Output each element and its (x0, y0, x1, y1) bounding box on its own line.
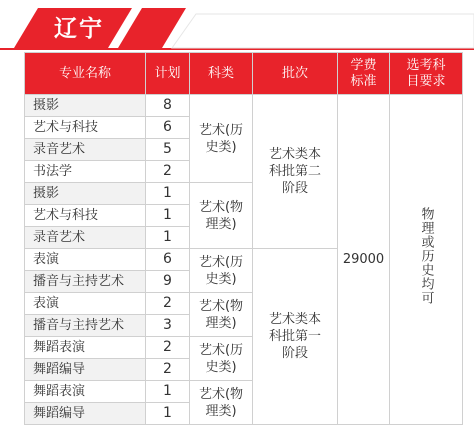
plan-count: 1 (146, 205, 190, 227)
major-name: 播音与主持艺术 (25, 271, 146, 293)
category-cell: 艺术(物理类) (190, 381, 253, 425)
major-name: 表演 (25, 293, 146, 315)
major-name: 舞蹈编导 (25, 359, 146, 381)
plan-count: 8 (146, 95, 190, 117)
plan-count: 1 (146, 381, 190, 403)
plan-count: 1 (146, 403, 190, 425)
major-name: 表演 (25, 249, 146, 271)
column-header-subject-requirement: 选考科目要求 (390, 53, 463, 95)
tuition-fee: 29000 (338, 95, 390, 425)
batch-cell: 艺术类本科批第一阶段 (253, 249, 338, 425)
batch-cell: 艺术类本科批第二阶段 (253, 95, 338, 249)
column-header-major: 专业名称 (25, 53, 146, 95)
plan-count: 9 (146, 271, 190, 293)
major-name: 舞蹈表演 (25, 381, 146, 403)
major-name: 书法学 (25, 161, 146, 183)
subject-requirement: 物理或历史均可 (390, 95, 463, 425)
admission-plan-table (24, 52, 463, 425)
plan-count: 1 (146, 227, 190, 249)
category-cell: 艺术(物理类) (190, 183, 253, 249)
plan-count: 2 (146, 337, 190, 359)
category-cell: 艺术(历史类) (190, 249, 253, 293)
major-name: 艺术与科技 (25, 205, 146, 227)
category-cell: 艺术(历史类) (190, 95, 253, 183)
plan-count: 3 (146, 315, 190, 337)
region-title: 辽宁 (54, 16, 104, 42)
column-header-category: 科类 (190, 53, 253, 95)
column-header-batch: 批次 (253, 53, 338, 95)
column-header-fee: 学费标准 (338, 53, 390, 95)
plan-count: 2 (146, 359, 190, 381)
major-name: 播音与主持艺术 (25, 315, 146, 337)
major-name: 艺术与科技 (25, 117, 146, 139)
plan-count: 2 (146, 161, 190, 183)
major-name: 录音艺术 (25, 227, 146, 249)
column-header-plan: 计划 (146, 53, 190, 95)
table-header-row (25, 53, 463, 95)
major-name: 舞蹈表演 (25, 337, 146, 359)
plan-count: 5 (146, 139, 190, 161)
plan-count: 1 (146, 183, 190, 205)
plan-count: 6 (146, 249, 190, 271)
major-name: 摄影 (25, 95, 146, 117)
category-cell: 艺术(物理类) (190, 293, 253, 337)
region-header (0, 0, 474, 52)
major-name: 录音艺术 (25, 139, 146, 161)
table-row (25, 95, 463, 117)
major-name: 舞蹈编导 (25, 403, 146, 425)
major-name: 摄影 (25, 183, 146, 205)
category-cell: 艺术(历史类) (190, 337, 253, 381)
plan-count: 6 (146, 117, 190, 139)
plan-count: 2 (146, 293, 190, 315)
